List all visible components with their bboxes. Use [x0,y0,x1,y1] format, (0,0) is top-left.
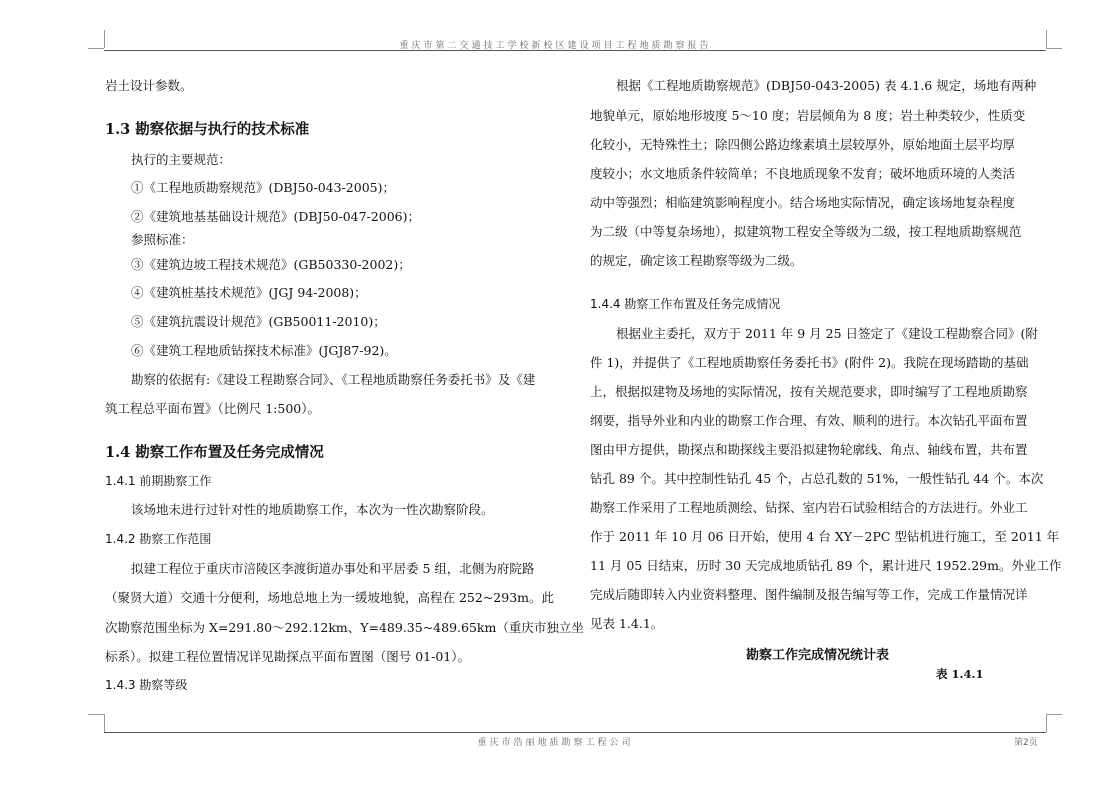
body-line: 作于 2011 年 10 月 06 日开始，使用 4 台 XY－2PC 型钻机进行施工，至 2011 年 [590,529,1060,544]
body-line: 见表 1.4.1。 [590,616,664,631]
list-item: ③《建筑边坡工程技术规范》(GB50330-2002)； [131,257,411,272]
body-line: 度较小；水文地质条件较简单；不良地质现象不发育；破坏地质环境的人类活 [590,166,1016,181]
body-line: （聚贤大道）交通十分便利，场地总地上为一缓坡地貌，高程在 252~293m。此 [105,590,555,605]
running-footer: 重庆市浩丽地质勘察工程公司 [477,738,634,748]
subsection-heading: 1.4.1 前期勘察工作 [105,474,212,488]
body-line: 该场地未进行过针对性的地质勘察工作，本次为一性次勘察阶段。 [131,502,494,517]
list-item: ④《建筑桩基技术规范》(JGJ 94-2008)； [131,285,367,300]
list-item: ②《建筑地基基础设计规范》(DBJ50-047-2006)； [131,209,420,224]
body-line: 参照标准： [131,232,194,247]
body-line: 勘察工作采用了工程地质测绘、钻探、室内岩石试验相结合的方法进行。外业工 [590,500,1028,515]
body-line: 地貌单元，原始地形坡度 5～10 度；岩层倾角为 8 度；岩土种类较少，性质变 [590,108,1026,123]
list-item: ⑤《建筑抗震设计规范》(GB50011-2010)； [131,314,386,329]
body-line: 完成后随即转入内业资料整理、图件编制及报告编写等工作，完成工作量情况详 [590,587,1028,602]
crop-mark-br-v [1046,714,1047,732]
body-line: 上，根据拟建物及场地的实际情况，按有关规范要求，即时编写了工程地质勘察 [590,384,1028,399]
list-item: ①《工程地质勘察规范》(DBJ50-043-2005)； [131,180,395,195]
footer-rule [104,732,1046,733]
subsection-heading: 1.4.3 勘察等级 [105,678,188,692]
body-line: 根据业主委托，双方于 2011 年 9 月 25 日签定了《建设工程勘察合同》(附 [616,326,1038,341]
body-line: 纲要，指导外业和内业的勘察工作合理、有效、顺利的进行。本次钻孔平面布置 [590,413,1028,428]
body-line: 为二级（中等复杂场地），拟建筑物工程安全等级为二级，按工程地质勘察规范 [590,224,1022,239]
body-line: 件 1)，并提供了《工程地质勘察任务委托书》(附件 2)。我院在现场踏勘的基础 [590,355,1029,370]
body-line: 岩土设计参数。 [105,78,193,93]
body-line: 化较小，无特殊性土；除四侧公路边缘素填土层较厚外，原始地面土层平均厚 [590,137,1016,152]
body-line: 标系）。拟建工程位置情况详见勘探点平面布置图（图号 01-01）。 [105,649,471,664]
body-line: 根据《工程地质勘察规范》(DBJ50-043-2005) 表 4.1.6 规定，场地有两种 [616,78,1037,93]
page-number: 第2页 [1014,738,1038,748]
body-line: 11 月 05 日结束，历时 30 天完成地质钻孔 89 个，累计进尺 1952.29m。外业工作 [590,558,1062,573]
body-line: 次勘察范围坐标为 X=291.80～292.12km、Y=489.35~489.65km（重庆市独立坐 [105,620,584,635]
body-line: 图由甲方提供，勘探点和勘探线主要沿拟建物轮廓线、角点、轴线布置，共布置 [590,442,1028,457]
body-line: 钻孔 89 个。其中控制性钻孔 45 个，占总孔数的 51%，一般性钻孔 44 个。本次 [590,471,1044,486]
table-number: 表 1.4.1 [936,667,984,681]
table-title: 勘察工作完成情况统计表 [745,648,889,663]
crop-mark-bl [88,714,104,715]
header-rule [104,50,1046,51]
section-heading: 1.3 勘察依据与执行的技术标准 [105,121,310,138]
subsection-heading: 1.4.2 勘察工作范围 [105,532,212,546]
body-line: 筑工程总平面布置》（比例尺 1:500）。 [105,401,320,416]
body-line: 勘察的依据有:《建设工程勘察合同》、《工程地质勘察任务委托书》及《建 [131,372,536,387]
body-line: 的规定，确定该工程勘察等级为二级。 [590,253,803,268]
body-line: 执行的主要规范： [131,152,232,167]
crop-mark-bl-v [104,714,105,732]
running-header: 重庆市第二交通技工学校新校区建设项目工程地质勘察报告 [399,41,712,51]
section-heading: 1.4 勘察工作布置及任务完成情况 [105,444,324,461]
list-item: ⑥《建筑工程地质钻探技术标准》(JGJ87-92)。 [131,343,397,358]
body-line: 动中等强烈；相临建筑影响程度小。结合场地实际情况，确定该场地复杂程度 [590,195,1016,210]
subsection-heading: 1.4.4 勘察工作布置及任务完成情况 [590,297,781,311]
crop-mark-br [1046,714,1062,715]
body-line: 拟建工程位于重庆市涪陵区李渡街道办事处和平居委 5 组，北侧为府院路 [131,561,535,576]
